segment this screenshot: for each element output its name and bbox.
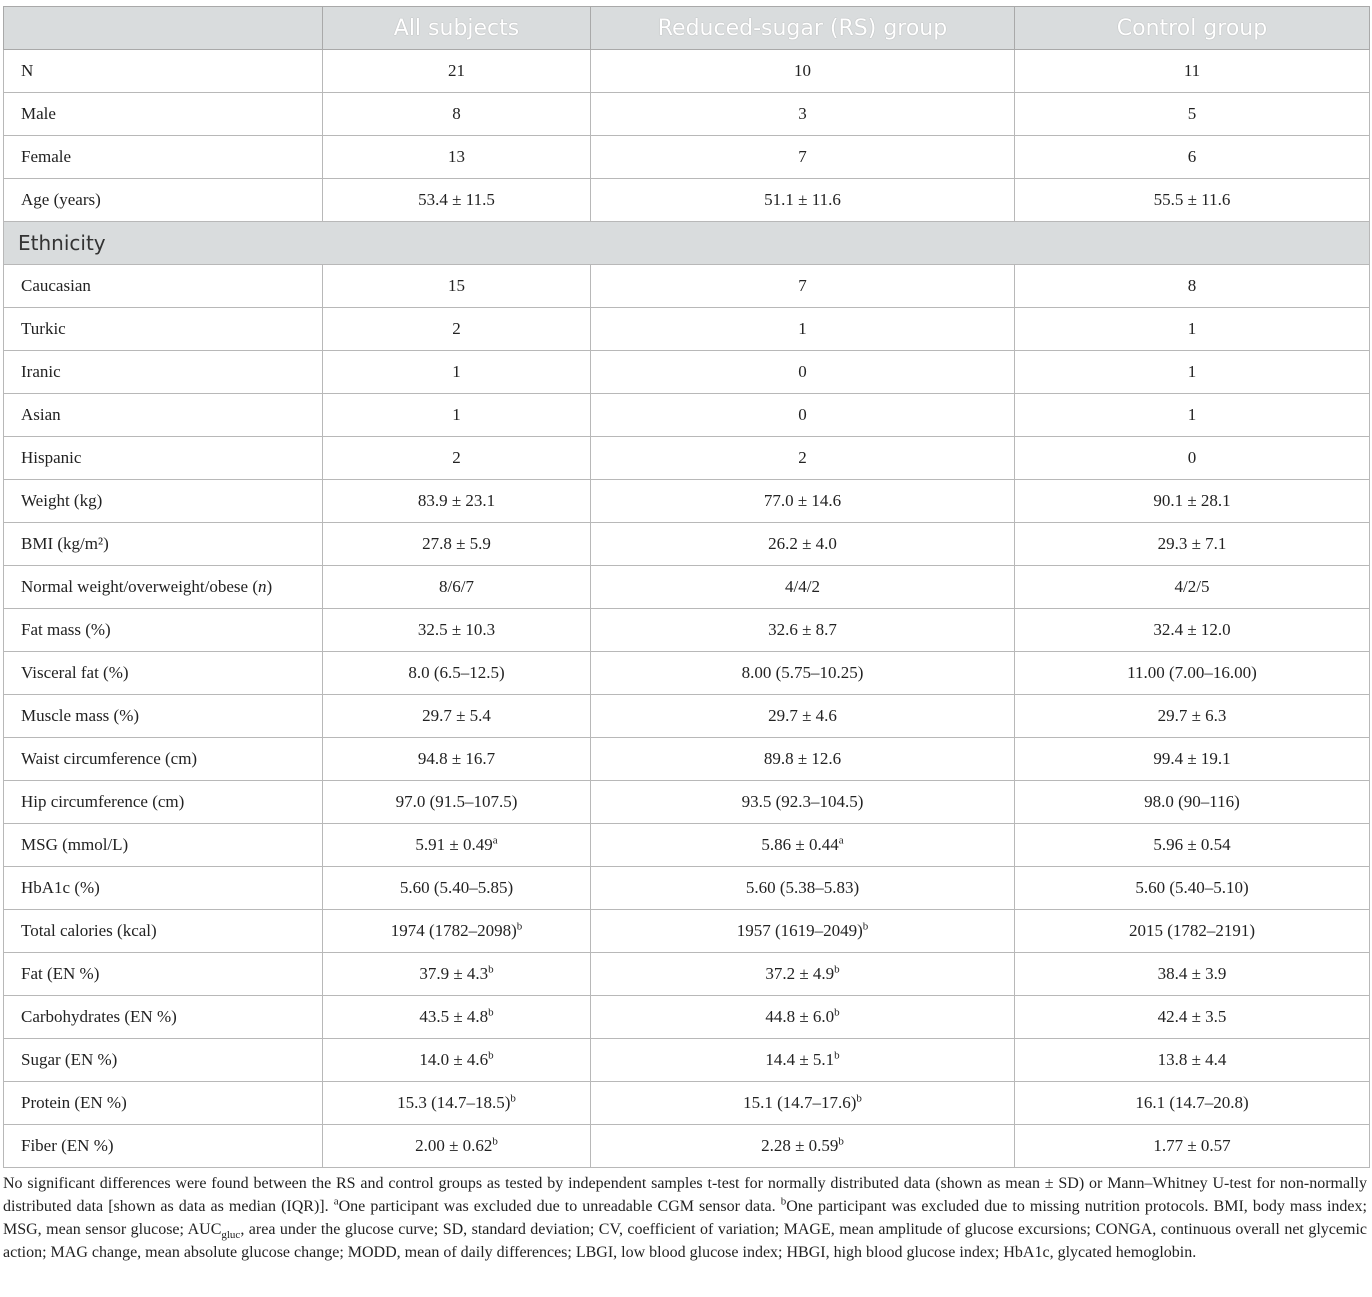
header-control-group: Control group [1015,7,1370,50]
cell-control-group-value: 1 [1187,319,1197,338]
cell-all-subjects [323,609,591,652]
row-label: HbA1c (%) [4,867,323,910]
cell-control-group [1015,781,1370,824]
cell-control-group [1015,867,1370,910]
cell-all-subjects-value: 43.5 ± 4.8 [419,1007,489,1026]
cell-all-subjects-value: 15.3 (14.7–18.5) [397,1093,511,1112]
row-label-italic: n [258,577,267,596]
cell-rs-group-footnote-mark: b [856,1092,862,1105]
cell-rs-group-value: 93.5 (92.3–104.5) [741,792,864,811]
cell-all-subjects [323,523,591,566]
table-row [4,609,1370,652]
cell-control-group [1015,523,1370,566]
cell-rs-group [591,179,1015,222]
footnote-text-1: No significant differences were found between the RS and control groups as tested by independent samples t-test for normally distributed data (shown as mean ± SD) or Mann–Whitney U-test for non-normally distributed data [shown as data as median (IQR)]. [3,1175,1367,1215]
cell-all-subjects [323,566,591,609]
cell-all-subjects-value: 1 [452,405,461,424]
table-row [4,910,1370,953]
cell-rs-group-footnote-mark: a [838,834,844,847]
cell-all-subjects-value: 5.91 ± 0.49 [415,835,493,854]
cell-rs-group [591,781,1015,824]
cell-all-subjects [323,738,591,781]
cell-control-group [1015,480,1370,523]
row-label: Visceral fat (%) [4,652,323,695]
cell-control-group-value: 99.4 ± 19.1 [1153,749,1231,768]
cell-rs-group-value: 2.28 ± 0.59 [761,1136,839,1155]
table-row [4,1082,1370,1125]
cell-rs-group-footnote-mark: b [838,1135,844,1148]
cell-control-group [1015,1039,1370,1082]
table-row [4,824,1370,867]
row-label: Female [4,136,323,179]
cell-control-group [1015,910,1370,953]
cell-rs-group-value: 1 [798,319,807,338]
cell-rs-group-value: 5.86 ± 0.44 [761,835,839,854]
cell-all-subjects [323,652,591,695]
cell-all-subjects-value: 14.0 ± 4.6 [419,1050,489,1069]
cell-rs-group [591,738,1015,781]
cell-all-subjects-footnote-mark: b [516,920,523,933]
cell-rs-group-footnote-mark: b [834,1049,840,1062]
cell-control-group-value: 5.96 ± 0.54 [1153,835,1231,854]
cell-rs-group-value: 14.4 ± 5.1 [765,1050,835,1069]
row-label: Muscle mass (%) [4,695,323,738]
cell-all-subjects [323,50,591,93]
cell-rs-group-value: 15.1 (14.7–17.6) [743,1093,857,1112]
cell-control-group-value: 90.1 ± 28.1 [1153,491,1231,510]
row-label: Turkic [4,308,323,351]
cell-control-group [1015,437,1370,480]
cell-all-subjects [323,351,591,394]
row-label-post: ) [266,577,273,596]
cell-control-group-value: 1 [1187,405,1197,424]
cell-rs-group [591,394,1015,437]
cell-control-group-value: 42.4 ± 3.5 [1157,1007,1227,1026]
cell-control-group [1015,308,1370,351]
cell-rs-group [591,523,1015,566]
cell-rs-group-value: 51.1 ± 11.6 [764,190,841,209]
cell-all-subjects-value: 8.0 (6.5–12.5) [408,663,505,682]
cell-all-subjects-footnote-mark: b [488,1049,494,1062]
cell-control-group-value: 2015 (1782–2191) [1128,921,1256,940]
cell-control-group-value: 5 [1187,104,1197,123]
table-row [4,50,1370,93]
cell-rs-group [591,50,1015,93]
cell-rs-group-value: 7 [798,276,807,295]
cell-rs-group-value: 7 [798,147,807,166]
section-row [4,222,1370,265]
cell-control-group [1015,50,1370,93]
cell-control-group [1015,953,1370,996]
table-row [4,480,1370,523]
cell-control-group [1015,566,1370,609]
cell-all-subjects-value: 2 [452,448,461,467]
cell-control-group [1015,265,1370,308]
cell-rs-group-value: 32.6 ± 8.7 [768,620,837,639]
row-label: Hip circumference (cm) [4,781,323,824]
cell-control-group [1015,738,1370,781]
cell-control-group-value: 98.0 (90–116) [1144,792,1240,811]
row-label: Weight (kg) [4,480,323,523]
cell-control-group [1015,1082,1370,1125]
cell-control-group-value: 29.7 ± 6.3 [1157,706,1227,725]
cell-control-group [1015,996,1370,1039]
cell-rs-group [591,910,1015,953]
cell-rs-group-value: 44.8 ± 6.0 [765,1007,835,1026]
cell-control-group [1015,394,1370,437]
cell-rs-group [591,566,1015,609]
cell-rs-group [591,265,1015,308]
table-row [4,566,1370,609]
cell-rs-group-value: 89.8 ± 12.6 [763,749,842,768]
cell-control-group [1015,93,1370,136]
row-label: N [4,50,323,93]
cell-control-group-value: 8 [1187,276,1197,295]
table-row [4,437,1370,480]
cell-rs-group-value: 8.00 (5.75–10.25) [741,663,864,682]
row-label [4,566,323,609]
table-row [4,738,1370,781]
table-row [4,953,1370,996]
cell-all-subjects-value: 2 [452,319,461,338]
cell-rs-group [591,953,1015,996]
row-label: Asian [4,394,323,437]
row-label: Male [4,93,323,136]
table-footnote [3,1172,1367,1264]
cell-rs-group [591,695,1015,738]
header-all-subjects: All subjects [323,7,591,50]
cell-all-subjects-value: 53.4 ± 11.5 [418,190,495,209]
table-row [4,394,1370,437]
cell-all-subjects [323,996,591,1039]
cell-rs-group-value: 2 [798,448,807,467]
cell-control-group-value: 16.1 (14.7–20.8) [1135,1093,1249,1112]
cell-rs-group-value: 37.2 ± 4.9 [765,964,835,983]
cell-all-subjects [323,437,591,480]
cell-control-group-value: 0 [1187,448,1197,467]
cell-rs-group [591,1039,1015,1082]
row-label-pre: Normal weight/overweight/obese ( [21,577,258,596]
row-label: Hispanic [4,437,323,480]
cell-control-group [1015,652,1370,695]
cell-all-subjects-value: 29.7 ± 5.4 [422,706,491,725]
header-rs-group: Reduced-sugar (RS) group [591,7,1015,50]
row-label: Carbohydrates (EN %) [4,996,323,1039]
cell-all-subjects [323,394,591,437]
cell-rs-group-value: 3 [798,104,807,123]
cell-all-subjects-footnote-mark: b [510,1092,516,1105]
cell-all-subjects-value: 13 [448,147,465,166]
row-label: Fat (EN %) [4,953,323,996]
cell-rs-group-value: 0 [798,405,807,424]
cell-control-group [1015,179,1370,222]
cell-rs-group [591,480,1015,523]
cell-rs-group [591,437,1015,480]
header-row [4,7,1370,50]
cell-rs-group-footnote-mark: b [862,920,869,933]
table-row [4,523,1370,566]
cell-rs-group-value: 26.2 ± 4.0 [768,534,837,553]
header-blank [4,7,323,50]
row-label: MSG (mmol/L) [4,824,323,867]
cell-control-group-value: 55.5 ± 11.6 [1153,190,1231,209]
row-label: Sugar (EN %) [4,1039,323,1082]
row-label: Fiber (EN %) [4,1125,323,1168]
cell-all-subjects-value: 32.5 ± 10.3 [417,620,496,639]
cell-control-group [1015,824,1370,867]
cell-all-subjects [323,781,591,824]
cell-rs-group-value: 29.7 ± 4.6 [768,706,837,725]
cell-all-subjects-footnote-mark: b [492,1135,498,1148]
table-row [4,136,1370,179]
cell-control-group [1015,136,1370,179]
cell-control-group [1015,351,1370,394]
cell-rs-group-value: 1957 (1619–2049) [736,921,863,940]
table-row [4,265,1370,308]
cell-all-subjects [323,910,591,953]
cell-rs-group [591,652,1015,695]
cell-rs-group [591,136,1015,179]
row-label: Caucasian [4,265,323,308]
cell-all-subjects [323,1082,591,1125]
row-label: BMI (kg/m²) [4,523,323,566]
cell-control-group-value: 5.60 (5.40–5.10) [1135,878,1249,897]
table-row [4,695,1370,738]
cell-all-subjects [323,867,591,910]
cell-control-group-value: 11 [1183,61,1201,80]
cell-rs-group-value: 77.0 ± 14.6 [763,491,842,510]
row-label: Waist circumference (cm) [4,738,323,781]
cell-control-group-value: 38.4 ± 3.9 [1157,964,1227,983]
table-row [4,867,1370,910]
table-row [4,93,1370,136]
cell-all-subjects [323,308,591,351]
cell-all-subjects-value: 21 [448,61,465,80]
cell-control-group-value: 11.00 (7.00–16.00) [1127,663,1257,682]
cell-all-subjects [323,824,591,867]
cell-rs-group [591,609,1015,652]
cell-all-subjects [323,953,591,996]
row-label: Iranic [4,351,323,394]
cell-control-group-value: 6 [1187,147,1197,166]
cell-all-subjects-footnote-mark: b [488,963,494,976]
cell-control-group-value: 4/2/5 [1174,577,1210,596]
cell-all-subjects-value: 2.00 ± 0.62 [415,1136,493,1155]
cell-all-subjects-value: 83.9 ± 23.1 [417,491,496,510]
cell-control-group [1015,695,1370,738]
row-label: Protein (EN %) [4,1082,323,1125]
characteristics-table [3,6,1370,1168]
section-label-ethnicity: Ethnicity [4,222,1370,265]
cell-rs-group-value: 0 [798,362,807,381]
cell-rs-group [591,1125,1015,1168]
cell-all-subjects [323,93,591,136]
cell-rs-group-value: 10 [794,61,811,80]
footnote-text-3: One participant was excluded due to missing nutrition protocols. BMI, body mass index; MSG, mean sensor glucose; AUC [3,1198,1367,1238]
table-body-details [4,265,1370,1168]
cell-control-group-value: 1.77 ± 0.57 [1153,1136,1231,1155]
cell-all-subjects-value: 37.9 ± 4.3 [419,964,489,983]
table-row [4,308,1370,351]
row-label: Fat mass (%) [4,609,323,652]
cell-rs-group [591,1082,1015,1125]
cell-all-subjects-value: 8 [452,104,461,123]
cell-rs-group-value: 5.60 (5.38–5.83) [745,878,860,897]
table-row [4,1039,1370,1082]
cell-all-subjects-value: 27.8 ± 5.9 [422,534,491,553]
row-label: Total calories (kcal) [4,910,323,953]
cell-rs-group-value: 4/4/2 [785,577,820,596]
cell-all-subjects [323,480,591,523]
cell-all-subjects-value: 8/6/7 [439,577,474,596]
cell-all-subjects [323,179,591,222]
cell-control-group [1015,1125,1370,1168]
cell-control-group [1015,609,1370,652]
cell-control-group-value: 13.8 ± 4.4 [1157,1050,1227,1069]
footnote-sup-a: a [333,1195,339,1208]
table-row [4,179,1370,222]
cell-all-subjects-value: 94.8 ± 16.7 [417,749,496,768]
cell-rs-group [591,867,1015,910]
cell-control-group-value: 29.3 ± 7.1 [1157,534,1227,553]
cell-rs-group [591,308,1015,351]
cell-control-group-value: 32.4 ± 12.0 [1153,620,1231,639]
cell-all-subjects-value: 1 [452,362,461,381]
cell-all-subjects-value: 15 [448,276,465,295]
cell-all-subjects-value: 1974 (1782–2098) [390,921,517,940]
cell-all-subjects [323,1125,591,1168]
footnote-sub-gluc: gluc [221,1229,241,1242]
table-container [3,6,1369,1168]
table-row [4,1125,1370,1168]
cell-all-subjects-value: 97.0 (91.5–107.5) [395,792,518,811]
row-label: Age (years) [4,179,323,222]
footnote-text-2: One participant was excluded due to unreadable CGM sensor data. [338,1198,781,1215]
table-row [4,996,1370,1039]
cell-rs-group [591,996,1015,1039]
table-row [4,351,1370,394]
footnote-sup-b: b [780,1195,787,1208]
cell-all-subjects [323,265,591,308]
table-body-section [4,222,1370,265]
table-row [4,781,1370,824]
cell-all-subjects [323,1039,591,1082]
cell-all-subjects [323,136,591,179]
table-body-general [4,50,1370,222]
cell-rs-group [591,351,1015,394]
cell-all-subjects-footnote-mark: b [488,1006,494,1019]
cell-all-subjects-value: 5.60 (5.40–5.85) [399,878,514,897]
cell-rs-group-footnote-mark: b [834,963,840,976]
cell-rs-group-footnote-mark: b [834,1006,840,1019]
cell-all-subjects-footnote-mark: a [492,834,498,847]
cell-all-subjects [323,695,591,738]
cell-rs-group [591,824,1015,867]
cell-control-group-value: 1 [1187,362,1197,381]
cell-rs-group [591,93,1015,136]
footnote-text-4: , area under the glucose curve; SD, standard deviation; CV, coefficient of variation; MAGE, mean amplitude of glucose excursions; CONGA, continuous overall net glycemic action; MAG change, mean absolute glucose change; MODD, mean of daily differences; LBGI, low blood glucose index; HBGI, high blood glucose index; HbA1c, glycated hemoglobin. [3,1221,1367,1261]
table-row [4,652,1370,695]
